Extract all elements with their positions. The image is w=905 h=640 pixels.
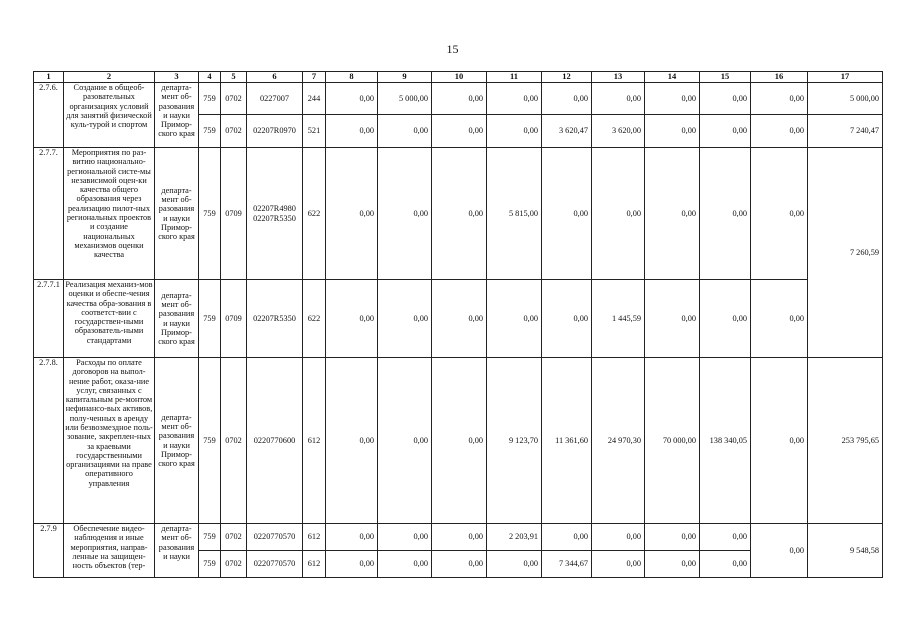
cell: 0,00 [542, 83, 592, 115]
col-header: 5 [221, 72, 247, 83]
cell: 759 [199, 524, 221, 551]
row-agency: департа-мент об-разования и науки [155, 524, 199, 578]
cell: 0709 [221, 148, 247, 280]
cell: 0,00 [432, 115, 487, 148]
cell: 0,00 [645, 551, 700, 578]
cell: 7 344,67 [542, 551, 592, 578]
cell: 612 [303, 551, 326, 578]
cell-shared-total: 7 260,59 [808, 148, 883, 358]
cell: 5 000,00 [808, 83, 883, 115]
cell: 0,00 [378, 115, 432, 148]
cell: 0,00 [326, 148, 378, 280]
cell: 0,00 [645, 280, 700, 358]
cell: 0702 [221, 358, 247, 524]
cell: 0,00 [592, 551, 645, 578]
row-agency: департа-мент об-разования и науки Примор-ского края [155, 148, 199, 280]
cell: 0,00 [487, 280, 542, 358]
cell: 02207R4980 02207R5350 [247, 148, 303, 280]
cell: 7 240,47 [808, 115, 883, 148]
cell: 759 [199, 358, 221, 524]
cell: 0,00 [378, 524, 432, 551]
cell: 0,00 [487, 551, 542, 578]
cell: 0,00 [326, 115, 378, 148]
cell: 0,00 [326, 83, 378, 115]
cell: 0,00 [432, 524, 487, 551]
row-name: Расходы по оплате договоров на выпол-нение работ, оказа-ние услуг, связанных с капитальным ре-монтом нефинансо-вых активов, полу-ченных в аренду или безвозмездное поль-зование, закреплен-ных за краевыми государственными организациями на праве оперативного управления [64, 358, 155, 524]
cell: 0,00 [487, 115, 542, 148]
cell: 3 620,47 [542, 115, 592, 148]
cell: 622 [303, 148, 326, 280]
cell: 0,00 [751, 358, 808, 524]
col-header: 7 [303, 72, 326, 83]
cell: 0,00 [700, 115, 751, 148]
cell: 0,00 [592, 148, 645, 280]
cell: 759 [199, 551, 221, 578]
cell: 02207R5350 [247, 280, 303, 358]
table-row [34, 148, 883, 280]
cell: 0,00 [592, 524, 645, 551]
cell: 0,00 [432, 148, 487, 280]
cell: 0,00 [432, 551, 487, 578]
col-header: 10 [432, 72, 487, 83]
row-number: 2.7.8. [34, 358, 64, 524]
cell: 0709 [221, 280, 247, 358]
row-number: 2.7.6. [34, 83, 64, 148]
table-row [34, 280, 883, 358]
cell: 0,00 [542, 524, 592, 551]
cell: 138 340,05 [700, 358, 751, 524]
col-header: 16 [751, 72, 808, 83]
cell: 0702 [221, 524, 247, 551]
row-name: Обеспечение видео-наблюдения и иные мероприятия, направ-ленные на защищен-ность объектов (тер- [64, 524, 155, 578]
row-agency: департа-мент об-разования и науки Примор-ского края [155, 358, 199, 524]
cell: 3 620,00 [592, 115, 645, 148]
cell: 0,00 [751, 280, 808, 358]
cell: 0,00 [645, 524, 700, 551]
cell: 0,00 [751, 115, 808, 148]
budget-table [33, 71, 883, 578]
cell: 0,00 [751, 83, 808, 115]
cell: 0,00 [700, 524, 751, 551]
table-row [34, 358, 883, 524]
cell: 0220770570 [247, 524, 303, 551]
cell: 0,00 [700, 83, 751, 115]
table-row [34, 83, 883, 115]
header-row [34, 72, 883, 83]
cell: 0,00 [378, 551, 432, 578]
col-header: 1 [34, 72, 64, 83]
cell: 759 [199, 115, 221, 148]
row-agency: департа-мент об-разования и науки Примор-ского края [155, 83, 199, 148]
cell: 0,00 [326, 551, 378, 578]
cell: 5 000,00 [378, 83, 432, 115]
cell: 253 795,65 [808, 358, 883, 524]
cell: 70 000,00 [645, 358, 700, 524]
row-number: 2.7.7. [34, 148, 64, 280]
row-number: 2.7.7.1 [34, 280, 64, 358]
cell: 0,00 [326, 358, 378, 524]
page-number: 15 [446, 42, 459, 56]
cell: 612 [303, 524, 326, 551]
cell: 5 815,00 [487, 148, 542, 280]
cell: 0,00 [378, 358, 432, 524]
cell: 11 361,60 [542, 358, 592, 524]
cell: 0,00 [700, 148, 751, 280]
col-header: 6 [247, 72, 303, 83]
cell: 759 [199, 280, 221, 358]
cell: 244 [303, 83, 326, 115]
table-row [34, 524, 883, 551]
cell: 622 [303, 280, 326, 358]
col-header: 8 [326, 72, 378, 83]
cell: 2 203,91 [487, 524, 542, 551]
cell: 0,00 [326, 524, 378, 551]
row-name: Создание в общеоб-разовательных организациях условий для занятий физической куль-турой и спортом [64, 83, 155, 148]
cell: 0,00 [751, 148, 808, 280]
row-number: 2.7.9 [34, 524, 64, 578]
cell: 0,00 [378, 148, 432, 280]
cell: 0,00 [542, 280, 592, 358]
cell: 0,00 [378, 280, 432, 358]
col-header: 3 [155, 72, 199, 83]
cell: 0702 [221, 551, 247, 578]
cell: 0,00 [542, 148, 592, 280]
col-header: 11 [487, 72, 542, 83]
col-header: 17 [808, 72, 883, 83]
cell: 0,00 [700, 551, 751, 578]
col-header: 2 [64, 72, 155, 83]
cell: 0702 [221, 83, 247, 115]
cell: 0220770570 [247, 551, 303, 578]
col-header: 14 [645, 72, 700, 83]
col-header: 15 [700, 72, 751, 83]
cell: 9 548,58 [808, 524, 883, 578]
cell: 0702 [221, 115, 247, 148]
cell: 759 [199, 148, 221, 280]
cell: 0,00 [645, 83, 700, 115]
cell: 0220770600 [247, 358, 303, 524]
row-agency: департа-мент об-разования и науки Примор-ского края [155, 280, 199, 358]
cell: 0,00 [592, 83, 645, 115]
cell: 0,00 [645, 115, 700, 148]
cell: 1 445,59 [592, 280, 645, 358]
cell: 0,00 [487, 83, 542, 115]
cell: 0,00 [751, 524, 808, 578]
cell: 02207R0970 [247, 115, 303, 148]
cell: 24 970,30 [592, 358, 645, 524]
cell: 521 [303, 115, 326, 148]
col-header: 9 [378, 72, 432, 83]
col-header: 4 [199, 72, 221, 83]
cell: 0227007 [247, 83, 303, 115]
col-header: 12 [542, 72, 592, 83]
cell: 759 [199, 83, 221, 115]
cell: 0,00 [432, 83, 487, 115]
row-name: Мероприятия по раз-витию национально-региональной систе-мы независимой оцен-ки качества общего образования через реализацию пилот-ных региональных проектов и создание национальных механизмов оценки качества [64, 148, 155, 280]
cell: 612 [303, 358, 326, 524]
cell: 0,00 [432, 280, 487, 358]
cell: 0,00 [645, 148, 700, 280]
cell: 0,00 [700, 280, 751, 358]
col-header: 13 [592, 72, 645, 83]
cell: 9 123,70 [487, 358, 542, 524]
cell: 0,00 [432, 358, 487, 524]
row-name: Реализация механиз-мов оценки и обеспе-чения качества обра-зования в соответст-вии с государствен-ными образователь-ными стандартами [64, 280, 155, 358]
cell: 0,00 [326, 280, 378, 358]
